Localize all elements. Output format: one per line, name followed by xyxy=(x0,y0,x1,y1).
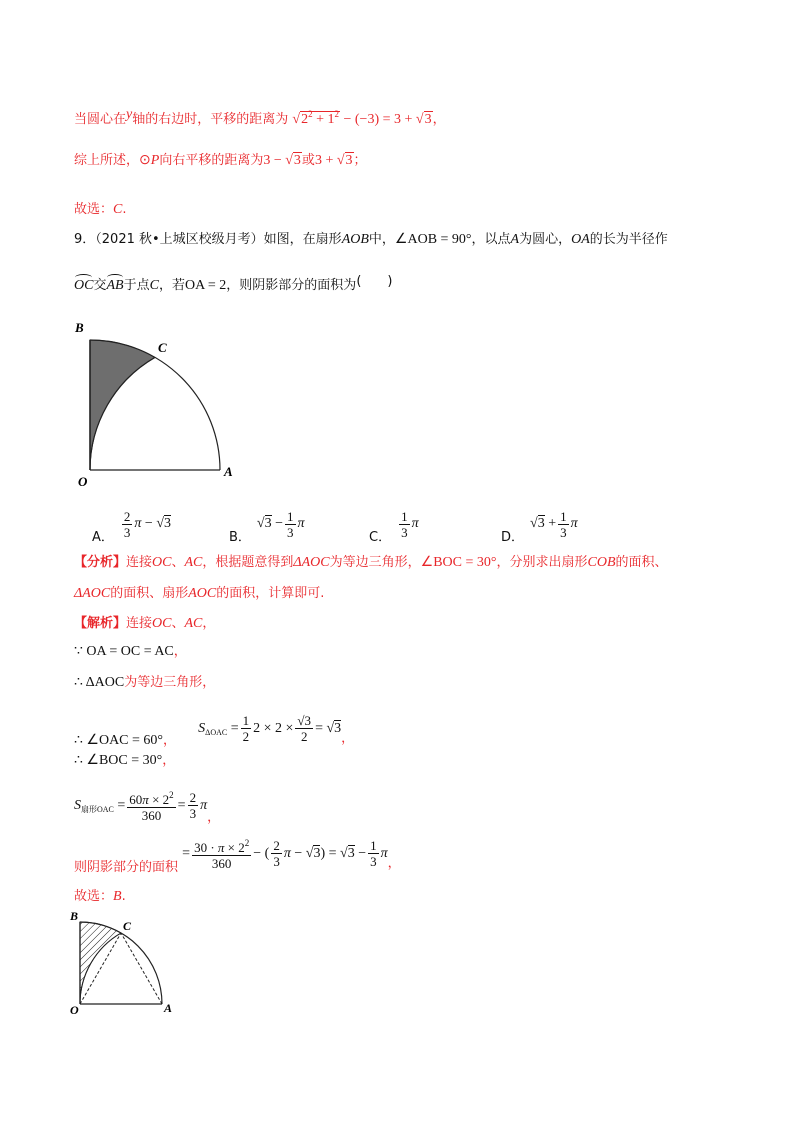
label-b-2: B xyxy=(70,909,79,923)
question-9-line-2: OC交AB于点C，若OA = 2，则阴影部分的面积为( ) xyxy=(74,272,392,296)
answer-line-1: 故选：C. xyxy=(74,202,127,217)
label-c-2: C xyxy=(123,919,132,933)
solution-step-1: ∵ OA = OC = AC， xyxy=(74,644,187,659)
option-a[interactable]: A． $\frac{2}{3}$ π − √3 xyxy=(92,508,172,545)
option-b[interactable]: B． √3 − $\frac{1}{3}$ π xyxy=(229,508,305,545)
solution-step-3: ∴ ∠OAC = 60°， $S_{\Delta OAC}$ = $\frac{1}{2}$ 2 × 2 × $\frac{√3}{2}$ = √3， xyxy=(74,713,355,748)
solution-step-6: 则阴影部分的面积 = $\frac{30 \cdot \pi \times 2^2}{360}$ − ( $\frac{2}{3}$ π − √3) = √3 − $\frac{1}{3}$ π， xyxy=(74,838,401,875)
analysis-line-1: 【分析】连接OC、AC，根据题意得到ΔAOC为等边三角形，∠BOC = 30°，分别求出扇形COB的面积、 xyxy=(74,555,668,570)
solution-line-2: 综上所述，⊙P向右平移的距离为3 − √3或3 + √3； xyxy=(74,153,367,168)
question-9-line-1: 9．（2021 秋•上城区校级月考）如图，在扇形AOB中，∠AOB = 90°，以点A为圆心，OA的长为半径作 xyxy=(74,232,668,247)
solution-step-2: ∴ ΔAOC为等边三角形， xyxy=(74,675,216,690)
expression-1: $√2^2 + 1^2 - (-3) = 3 + √3$ xyxy=(292,109,432,127)
solution-header: 【解析】连接OC、AC， xyxy=(74,616,216,631)
label-a-2: A xyxy=(164,1001,173,1015)
label-o: O xyxy=(78,474,88,488)
sector-figure-1 xyxy=(70,318,250,488)
analysis-line-2: ΔAOC的面积、扇形AOC的面积，计算即可. xyxy=(74,586,325,601)
label-b: B xyxy=(75,320,84,335)
sector-figure-2 xyxy=(68,908,188,1018)
option-c[interactable]: C． $\frac{1}{3}$ π xyxy=(369,508,419,545)
solution-line-1: 当圆心在y轴的右边时，平移的距离为 $√2^2 + 1^2 - (-3) = 3 + √3$， xyxy=(74,107,446,127)
solution-step-5: $S_{扇形OAC}$ = $\frac{60\pi \times 2^2}{360}$ = $\frac{2}{3}$ π， xyxy=(74,790,221,825)
label-o-2: O xyxy=(70,1003,79,1017)
hatched-region xyxy=(80,922,121,1004)
dashed-ac xyxy=(121,933,162,1004)
solution-step-4: ∴ ∠BOC = 30°， xyxy=(74,753,176,768)
option-d[interactable]: D． √3 + $\frac{1}{3}$ π xyxy=(501,508,578,545)
answer-line-2: 故选：B. xyxy=(74,889,126,904)
shaded-region xyxy=(90,340,155,470)
label-a: A xyxy=(224,464,233,479)
label-c: C xyxy=(158,340,167,355)
